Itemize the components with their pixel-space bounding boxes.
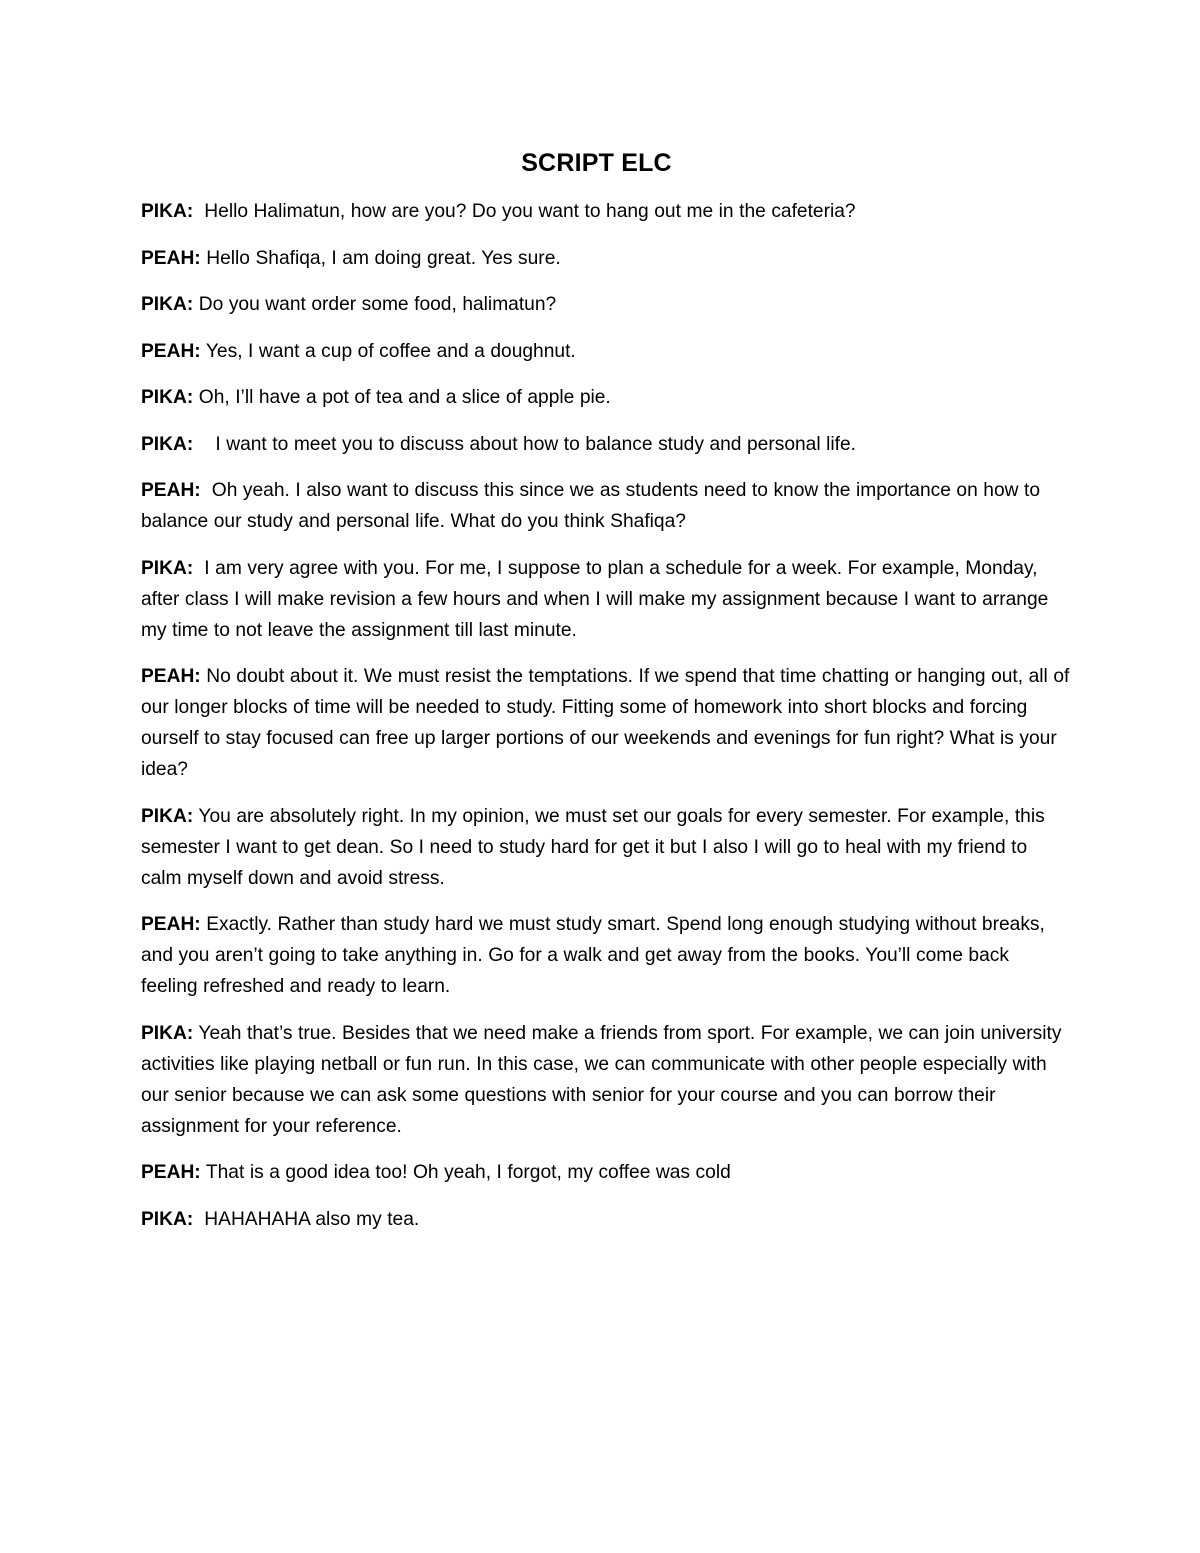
dialogue-text: That is a good idea too! Oh yeah, I forgot, my coffee was cold [205,1162,731,1183]
speaker-name: PIKA: [141,387,194,408]
dialogue-text: Exactly. Rather than study hard we must study smart. Spend long enough studying without breaks, and you aren’t going to take anything in. Go for a walk and get away from the books. You’ll come back feeling refreshed and ready to learn. [141,914,1045,997]
dialogue-text: Hello Shafiqa, I am doing great. Yes sure. [206,247,561,269]
page-title: SCRIPT ELC [521,149,672,177]
dialogue-line [141,475,1071,537]
speaker-name: PEAH: [141,666,201,687]
dialogue-line [141,801,1071,894]
dialogue-line [141,1157,1071,1188]
dialogue-line [141,336,1071,367]
dialogue-line [141,553,1071,646]
dialogue-text: Hello Halimatun, how are you? Do you want to hang out me in the cafeteria? [204,201,856,222]
dialogue-text: HAHAHAHA also my tea. [204,1208,420,1230]
dialogue-line [141,289,1071,320]
dialogue-line [141,196,1071,227]
dialogue-line [141,429,1071,460]
dialogue-text: Do you want order some food, halimatun? [198,294,557,315]
speaker-name: PEAH: [141,1162,201,1183]
speaker-name: PIKA: [141,433,194,455]
dialogue-line [141,382,1071,413]
dialogue-line [141,909,1071,1002]
speaker-name: PEAH: [141,914,201,935]
speaker-name: PIKA: [141,805,194,827]
dialogue-text: I am very agree with you. For me, I suppose to plan a schedule for a week. For example, Monday, after class I will make revision a few hours and when I will make my assignment because I want to arrange my time to not leave the assignment till last minute. [141,557,1049,641]
speaker-name: PIKA: [141,294,194,315]
speaker-name: PEAH: [141,340,201,362]
dialogue-line [141,1204,1071,1235]
dialogue-text: Yes, I want a cup of coffee and a doughnut. [205,340,576,362]
dialogue-text: Yeah that’s true. Besides that we need make a friends from sport. For example, we can join university activities like playing netball or fun run. In this case, we can communicate with other people especially with our senior because we can ask some questions with senior for your course and you can borrow their assignment for your reference. [141,1022,1062,1137]
dialogue-line [141,1018,1071,1142]
dialogue-text: I want to meet you to discuss about how to balance study and personal life. [215,433,856,455]
speaker-name: PIKA: [141,557,194,579]
dialogue-text: Oh, I’ll have a pot of tea and a slice of apple pie. [198,387,611,408]
speaker-name: PEAH: [141,480,201,501]
dialogue-text: No doubt about it. We must resist the temptations. If we spend that time chatting or hanging out, all of our longer blocks of time will be needed to study. Fitting some of homework into short blocks and forcing ourself to stay focused can free up larger portions of our weekends and evenings for fun right? What is your idea? [141,666,1070,780]
speaker-name: PIKA: [141,201,194,222]
script-body [141,196,1071,1250]
dialogue-text: You are absolutely right. In my opinion, we must set our goals for every semester. For example, this semester I want to get dean. So I need to study hard for get it but I also I will go to heal with my friend to calm myself down and avoid stress. [141,805,1045,889]
dialogue-text: Oh yeah. I also want to discuss this since we as students need to know the importance on how to balance our study and personal life. What do you think Shafiqa? [141,480,1041,532]
speaker-name: PIKA: [141,1022,194,1044]
dialogue-line [141,661,1071,785]
speaker-name: PEAH: [141,247,201,269]
dialogue-line [141,243,1071,274]
speaker-name: PIKA: [141,1208,194,1230]
